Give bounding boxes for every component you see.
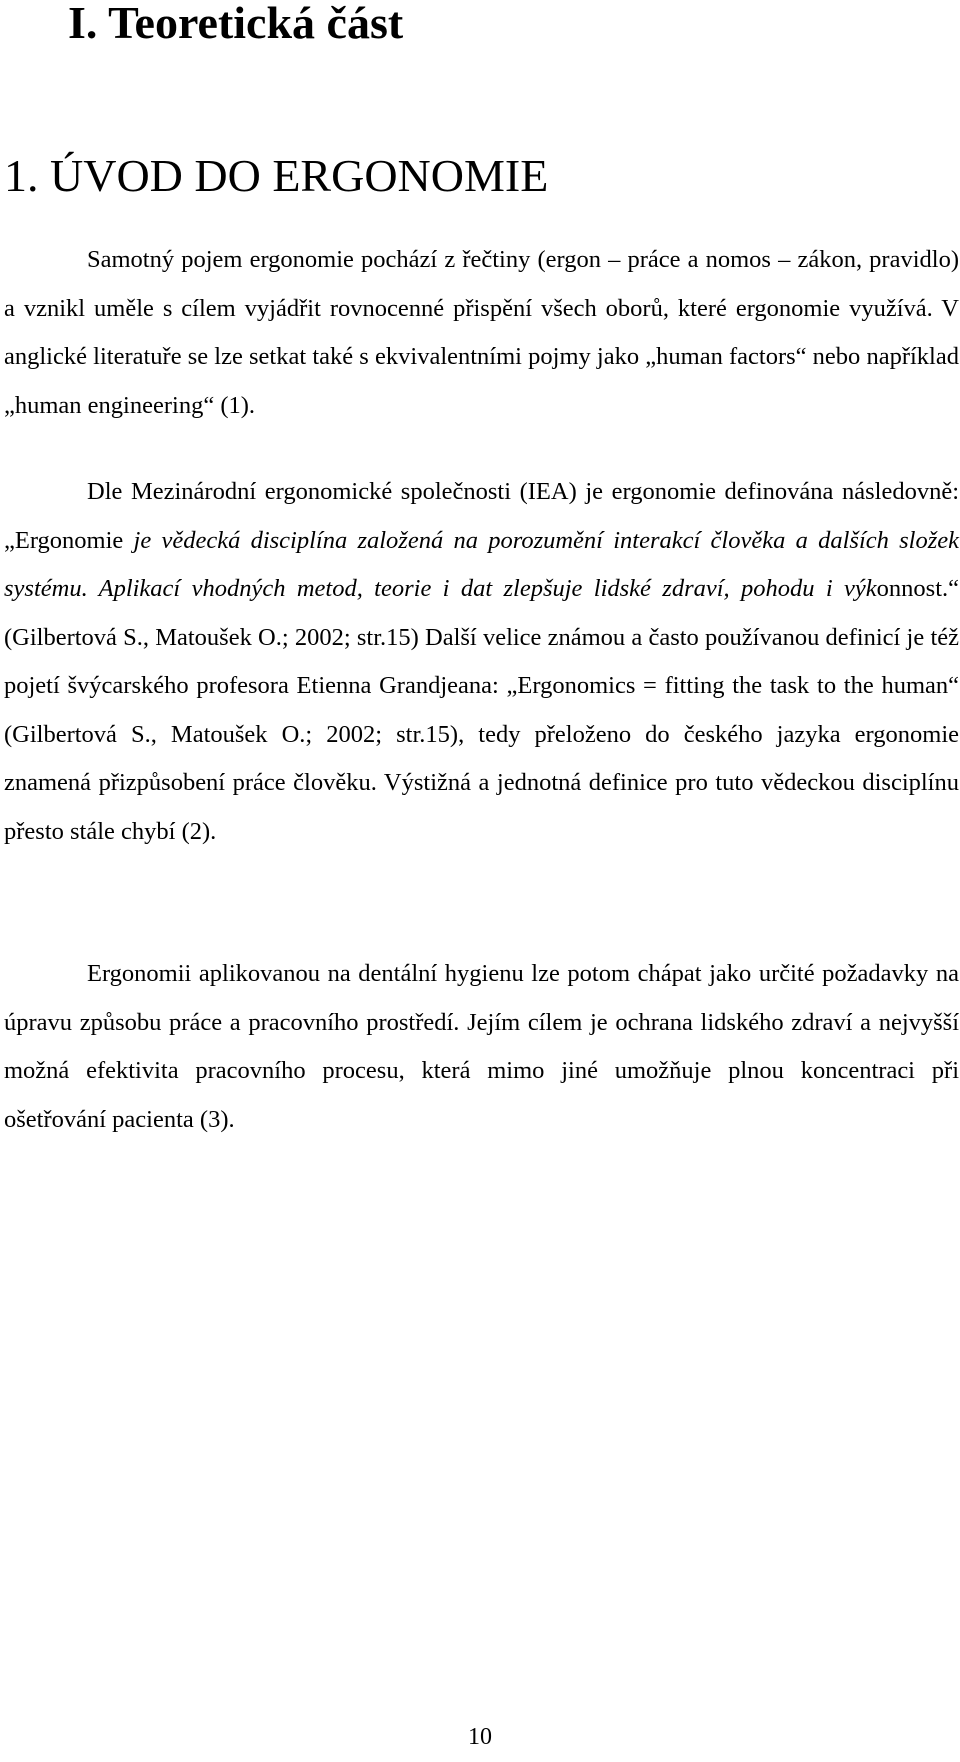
chapter-title: 1. ÚVOD DO ERGONOMIE bbox=[4, 150, 549, 201]
paragraph-definitions bbox=[4, 468, 959, 856]
definition-quote: je vědecká disciplína založená na porozumění interakcí člověka a dalších složek systému. Aplikací vhodných metod, teorie i dat zlepšuje lidské zdraví, pohodu i výk bbox=[4, 526, 959, 602]
page-number: 10 bbox=[468, 1724, 492, 1750]
paragraph-etymology: Samotný pojem ergonomie pochází z řečtiny (ergon – práce a nomos – zákon, pravidlo) a vznikl uměle s cílem vyjádřit rovnocenné přispění všech oborů, které ergonomie využívá. V anglické literatuře se lze setkat také s ekvivalentními pojmy jako „human factors“ nebo například „human engineering“ (1). bbox=[4, 246, 959, 419]
definition-lead-text: Dle Mezinárodní ergonomické společnosti (IEA) je ergonomie definována následovně: „Ergonomie bbox=[4, 478, 959, 554]
part-title: I. Teoretická část bbox=[68, 0, 404, 48]
paragraph-dental-hygiene: Ergonomii aplikovanou na dentální hygienu lze potom chápat jako určité požadavky na úpravu způsobu práce a pracovního prostředí. Jejím cílem je ochrana lidského zdraví a nejvyšší možná efektivita pracovního procesu, která mimo jiné umožňuje plnou koncentraci při ošetřování pacienta (3). bbox=[4, 960, 959, 1133]
definition-rest-text: onnost.“ (Gilbertová S., Matoušek O.; 2002; str.15) Další velice známou a často používanou definicí je též pojetí švýcarského profesora Etienna Grandjeana: „Ergonomics = fitting the task to the human“ (Gilbertová S., Matoušek O.; 2002; str.15), tedy přeloženo do českého jazyka ergonomie znamená přizpůsobení práce člověku. Výstižná a jednotná definice pro tuto vědeckou disciplínu přesto stále chybí (2). bbox=[4, 575, 959, 845]
